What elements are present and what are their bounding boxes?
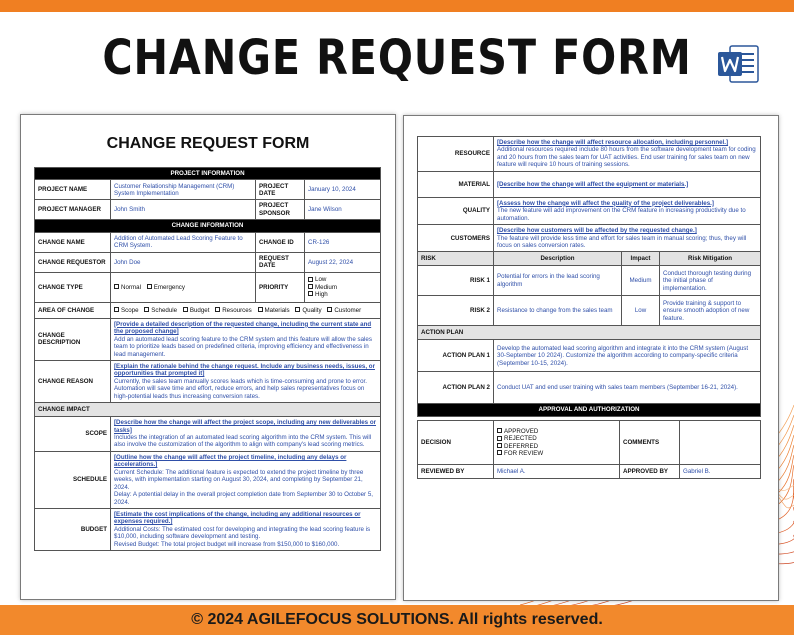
- comments-field[interactable]: [680, 421, 761, 465]
- customers-text: The feature will provide less time and effort for sales team in manual scoring; thus, they will focus on sales conversion rates.: [497, 234, 747, 249]
- checkbox-icon: [295, 307, 300, 312]
- decision-rejected-checkbox[interactable]: [497, 435, 616, 442]
- area-materials-checkbox[interactable]: [258, 307, 290, 314]
- checkbox-icon: [497, 443, 502, 448]
- checkbox-label: Normal: [121, 283, 141, 291]
- area-budget-checkbox[interactable]: [183, 307, 210, 314]
- risk-1-label: RISK 1: [418, 266, 494, 296]
- material-field[interactable]: [494, 171, 761, 197]
- schedule-field[interactable]: [111, 451, 381, 508]
- resource-label: RESOURCE: [418, 137, 494, 172]
- decision-deferred-checkbox[interactable]: [497, 443, 616, 450]
- project-manager-label: PROJECT MANAGER: [35, 200, 111, 220]
- area-schedule-checkbox[interactable]: [144, 307, 177, 314]
- scope-text: Includes the integration of an automated lead scoring algorithm into the CRM system. This will also involve the customization of the algorithm to align with company's lead scoring metrics.: [114, 434, 372, 449]
- checkbox-icon: [215, 307, 220, 312]
- area-scope-checkbox[interactable]: [114, 307, 139, 314]
- checkbox-icon: [183, 307, 188, 312]
- customers-prompt: [Describe how customers will be affected by the requested change.]: [497, 227, 697, 235]
- form-table-page-2: [417, 136, 761, 417]
- risk-2-description[interactable]: Resistance to change from the sales team: [494, 296, 622, 326]
- comments-label: COMMENTS: [620, 421, 680, 465]
- change-id-label: CHANGE ID: [256, 232, 305, 252]
- area-quality-checkbox[interactable]: [295, 307, 321, 314]
- risk-1-mitigation[interactable]: Conduct thorough testing during the initial phase of implementation.: [660, 266, 761, 296]
- quality-label: QUALITY: [418, 197, 494, 224]
- area-of-change-options: [111, 302, 381, 318]
- checkbox-icon: [327, 307, 332, 312]
- checkbox-icon: [144, 307, 149, 312]
- checkbox-icon: [147, 284, 152, 289]
- request-date-label: REQUEST DATE: [256, 252, 305, 272]
- checkbox-label: DEFERRED: [504, 442, 539, 450]
- change-reason-text: Currently, the sales team manually scores leads which is time-consuming and prone to error. Automation will save time and effort, reduce errors, and help sales representatives focus on high-potential leads thus increasing conversion rates.: [114, 377, 367, 400]
- checkbox-label: Resources: [222, 306, 252, 314]
- request-date-field[interactable]: August 22, 2024: [305, 252, 381, 272]
- scope-prompt: [Describe how the change will affect the project scope, including any new deliverables or tasks]: [114, 419, 377, 434]
- decision-for-review-checkbox[interactable]: [497, 450, 616, 457]
- reviewed-by-label: REVIEWED BY: [418, 465, 494, 479]
- change-type-options: [111, 272, 256, 302]
- resource-field[interactable]: [494, 137, 761, 172]
- resource-prompt: [Describe how the change will affect resource allocation, including personnel.]: [497, 139, 729, 146]
- decision-approved-checkbox[interactable]: [497, 428, 616, 435]
- priority-label: PRIORITY: [256, 272, 305, 302]
- area-resources-checkbox[interactable]: [215, 307, 252, 314]
- quality-prompt: [Assess how the change will affect the quality of the project deliverables.]: [497, 199, 714, 207]
- checkbox-icon: [308, 284, 313, 289]
- budget-field[interactable]: [111, 508, 381, 550]
- word-icon: [716, 44, 760, 84]
- approval-header: APPROVAL AND AUTHORIZATION: [418, 404, 761, 416]
- change-name-label: CHANGE NAME: [35, 232, 111, 252]
- material-prompt: [Describe how the change will affect the equipment or materials.]: [497, 180, 689, 188]
- risk-header: RISK: [418, 252, 494, 266]
- checkbox-label: Materials: [264, 306, 290, 314]
- banner-title: CHANGE REQUEST FORM: [102, 30, 692, 86]
- budget-revised-text: Revised Budget: The total project budget will increase from $150,000 to $160,000.: [114, 540, 340, 548]
- risk-2-impact[interactable]: Low: [622, 296, 660, 326]
- risk-description-header: Description: [494, 252, 622, 266]
- priority-options: [305, 272, 381, 302]
- change-type-label: CHANGE TYPE: [35, 272, 111, 302]
- action-plan-2-field[interactable]: Conduct UAT and end user training with sales team members (September 16-21, 2024).: [494, 372, 761, 404]
- checkbox-label: Medium: [315, 283, 338, 291]
- checkbox-icon: [497, 436, 502, 441]
- risk-mitigation-header: Risk Mitigation: [660, 252, 761, 266]
- project-sponsor-label: PROJECT SPONSOR: [256, 200, 305, 220]
- form-page-1: [20, 114, 396, 600]
- checkbox-label: FOR REVIEW: [504, 449, 544, 457]
- checkbox-label: Schedule: [151, 306, 178, 314]
- section-header-change-impact: CHANGE IMPACT: [35, 403, 381, 417]
- approved-by-label: APPROVED BY: [620, 465, 680, 479]
- section-header-project-information: PROJECT INFORMATION: [35, 168, 381, 180]
- change-description-label: CHANGE DESCRIPTION: [35, 318, 111, 360]
- budget-prompt: [Estimate the cost implications of the change, including any additional resources or expenses required.]: [114, 510, 361, 526]
- approved-by-field[interactable]: Gabriel B.: [680, 465, 761, 479]
- change-type-emergency-checkbox[interactable]: [147, 284, 185, 291]
- risk-1-impact[interactable]: Medium: [622, 266, 660, 296]
- scope-field[interactable]: [111, 417, 381, 452]
- checkbox-label: Emergency: [153, 283, 185, 291]
- project-date-field[interactable]: January 10, 2024: [305, 180, 381, 200]
- decision-label: DECISION: [418, 421, 494, 465]
- change-description-text: Add an automated lead scoring feature to the CRM system and this feature will allow the sales team to prioritize leads based on predefined criteria, improving efficiency and effectiveness in lead management.: [114, 335, 372, 358]
- action-plan-1-field[interactable]: Develop the automated lead scoring algorithm and integrate it into the CRM system (August 30-September 10 2024). Customize the algorithm according to company-specific criteria (September 10-15, 2024).: [494, 340, 761, 372]
- checkbox-icon: [497, 428, 502, 433]
- checkbox-label: APPROVED: [504, 427, 539, 435]
- copyright-footer: © 2024 AGILEFOCUS SOLUTIONS. All rights reserved.: [0, 605, 794, 635]
- change-reason-field[interactable]: [111, 360, 381, 402]
- checkbox-label: Customer: [334, 306, 362, 314]
- area-customer-checkbox[interactable]: [327, 307, 361, 314]
- checkbox-icon: [308, 291, 313, 296]
- quality-field[interactable]: [494, 197, 761, 224]
- section-header-change-information: CHANGE INFORMATION: [35, 220, 381, 232]
- change-reason-label: CHANGE REASON: [35, 360, 111, 402]
- checkbox-label: Quality: [302, 306, 322, 314]
- project-sponsor-field[interactable]: Jane Wilson: [305, 200, 381, 220]
- checkbox-label: REJECTED: [504, 435, 537, 443]
- change-requestor-label: CHANGE REQUESTOR: [35, 252, 111, 272]
- checkbox-label: Scope: [121, 306, 139, 314]
- project-manager-field[interactable]: John Smith: [111, 200, 256, 220]
- checkbox-icon: [258, 307, 263, 312]
- change-id-field[interactable]: CR-126: [305, 232, 381, 252]
- form-page-2: [403, 115, 779, 601]
- checkbox-label: Low: [315, 276, 327, 284]
- checkbox-icon: [114, 307, 119, 312]
- risk-2-mitigation[interactable]: Provide training & support to ensure smooth adoption of new feature.: [660, 296, 761, 326]
- change-type-normal-checkbox[interactable]: [114, 284, 141, 291]
- action-plan-header: ACTION PLAN: [418, 326, 761, 340]
- area-of-change-label: AREA OF CHANGE: [35, 302, 111, 318]
- change-name-field[interactable]: Addition of Automated Lead Scoring Feature to CRM System.: [111, 232, 256, 252]
- schedule-prompt: [Outline how the change will affect the project timeline, including any delays or accelerations.]: [114, 453, 347, 469]
- action-plan-2-label: ACTION PLAN 2: [418, 372, 494, 404]
- scope-label: SCOPE: [35, 417, 111, 452]
- schedule-delay-text: Delay: A potential delay in the overall project completion date from September 30 to October 5, 2024.: [114, 491, 373, 506]
- schedule-current-text: Current Schedule: The additional feature is expected to extend the project timeline by three weeks, with implementation starting on August 30, 2024, and completing by September 21, 2024.: [114, 468, 364, 491]
- reviewed-by-field[interactable]: Michael A.: [494, 465, 620, 479]
- checkbox-icon: [114, 284, 119, 289]
- budget-label: BUDGET: [35, 508, 111, 550]
- project-date-label: PROJECT DATE: [256, 180, 305, 200]
- action-plan-1-label: ACTION PLAN 1: [418, 340, 494, 372]
- change-description-field[interactable]: [111, 318, 381, 360]
- project-name-field[interactable]: Customer Relationship Management (CRM) System Implementation: [111, 180, 256, 200]
- risk-1-description[interactable]: Potential for errors in the lead scoring algorithm: [494, 266, 622, 296]
- risk-impact-header: Impact: [622, 252, 660, 266]
- priority-low-checkbox[interactable]: [308, 276, 377, 283]
- checkbox-icon: [308, 277, 313, 282]
- risk-2-label: RISK 2: [418, 296, 494, 326]
- resource-text: Additional resources required include 80 hours from the software development team for coding and 20 hours from the sales team for UAT activities. End user training for sales team on new feature will require 10 hours of training sessions.: [497, 146, 756, 169]
- customers-label: CUSTOMERS: [418, 225, 494, 252]
- project-name-label: PROJECT NAME: [35, 180, 111, 200]
- checkbox-label: Budget: [189, 306, 210, 314]
- form-title: CHANGE REQUEST FORM: [106, 135, 310, 152]
- checkbox-icon: [497, 450, 502, 455]
- change-requestor-field[interactable]: John Doe: [111, 252, 256, 272]
- material-label: MATERIAL: [418, 171, 494, 197]
- approval-table: [417, 420, 761, 479]
- checkbox-label: High: [315, 290, 328, 298]
- change-reason-prompt: [Explain the rationale behind the change request. Include any business needs, issues, or opportunities that prompted it]: [114, 362, 375, 378]
- form-table-page-1: [34, 167, 381, 551]
- top-accent-bar: [0, 0, 794, 12]
- priority-medium-checkbox[interactable]: [308, 284, 377, 291]
- schedule-label: SCHEDULE: [35, 451, 111, 508]
- quality-text: The new feature will add improvement on the CRM feature in increasing productivity due to automation.: [497, 207, 746, 222]
- budget-costs-text: Additional Costs: The estimated cost for developing and integrating the lead scoring feature is $10,000, including software development and testing.: [114, 525, 371, 541]
- change-description-prompt: [Provide a detailed description of the requested change, including the current state and the proposed change]: [114, 320, 372, 336]
- customers-field[interactable]: [494, 225, 761, 252]
- decision-options: [494, 421, 620, 465]
- priority-high-checkbox[interactable]: [308, 291, 377, 298]
